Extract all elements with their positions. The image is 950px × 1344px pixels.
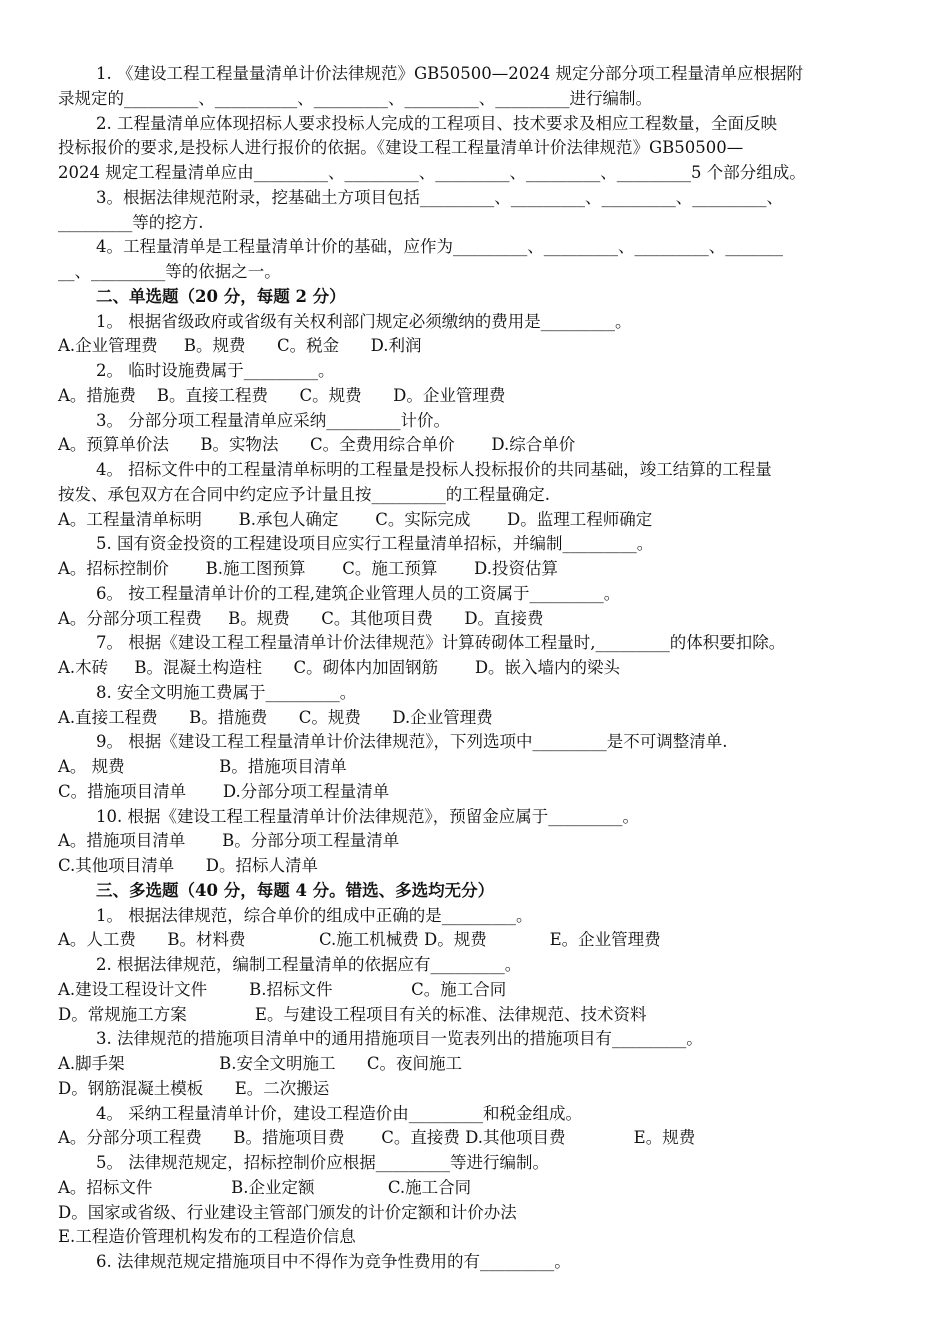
single-choice-line: 按发、承包双方在合同中约定应予计量且按_________的工程量确定. bbox=[58, 484, 550, 504]
multiple-choice-heading: 三、多选题（40 分，每题 4 分。错选、多选均无分） bbox=[96, 880, 495, 900]
multiple-choice-line: A。人工费 B。材料费 C.施工机械费 D。规费 E。企业管理费 bbox=[58, 930, 661, 950]
single-choice-line: 10. 根据《建设工程工程量清单计价法律规范》，预留金应属于_________。 bbox=[96, 806, 639, 826]
single-choice-line: A。工程量清单标明 B.承包人确定 C。实际完成 D。监理工程师确定 bbox=[58, 509, 653, 529]
fill-in-q4-line2: __、_________等的依据之一。 bbox=[58, 262, 281, 281]
single-choice-line: C.其他项目清单 D。招标人清单 bbox=[58, 856, 318, 875]
single-choice-line: A.直接工程费 B。措施费 C。规费 D.企业管理费 bbox=[58, 707, 493, 727]
multiple-choice-line: D。钢筋混凝土模板 E。二次搬运 bbox=[58, 1078, 330, 1098]
fill-in-q1-line2: 录规定的_________、__________、_________、_________、_________进行编制。 bbox=[58, 88, 652, 108]
multiple-choice-line: 2. 根据法律规范，编制工程量清单的依据应有_________。 bbox=[96, 955, 522, 974]
single-choice-line: A.木砖 B。混凝土构造柱 C。砌体内加固钢筋 D。嵌入墙内的梁头 bbox=[58, 658, 621, 677]
single-choice-line: A。 规费 B。措施项目清单 bbox=[58, 757, 347, 776]
single-choice-line: A。预算单价法 B。实物法 C。全费用综合单价 D.综合单价 bbox=[58, 435, 576, 455]
multiple-choice-line: A.建设工程设计文件 B.招标文件 C。施工合同 bbox=[58, 979, 507, 999]
multiple-choice-line: D。常规施工方案 E。与建设工程项目有关的标准、法律规范、技术资料 bbox=[58, 1004, 647, 1024]
multiple-choice-line: 5。 法律规范规定，招标控制价应根据_________等进行编制。 bbox=[96, 1153, 549, 1172]
multiple-choice-questions bbox=[58, 904, 896, 1275]
multiple-choice-line: 1。 根据法律规范，综合单价的组成中正确的是_________。 bbox=[96, 905, 533, 925]
single-choice-line: A。措施费 B。直接工程费 C。规费 D。企业管理费 bbox=[58, 385, 506, 405]
fill-in-q2-line2: 投标报价的要求,是投标人进行报价的依据。《建设工程工程量清单计价法律规范》GB50500— bbox=[58, 138, 744, 158]
single-choice-heading: 二、单选题（20 分，每题 2 分） bbox=[96, 286, 346, 306]
single-choice-line: A.企业管理费 B。规费 C。税金 D.利润 bbox=[58, 336, 422, 356]
single-choice-line: 5. 国有资金投资的工程建设项目应实行工程量清单招标，并编制_________。 bbox=[96, 534, 654, 554]
fill-in-q3-line1: 3。根据法律规范附录，挖基础土方项目包括_________、_________、_________、_________、 bbox=[96, 187, 783, 207]
fill-in-q3-line2: _________等的挖方. bbox=[58, 212, 204, 232]
fill-in-q4-line1: 4。工程量清单是工程量清单计价的基础，应作为_________、_________、_________、_______ bbox=[96, 237, 783, 257]
multiple-choice-line: A.脚手架 B.安全文明施工 C。夜间施工 bbox=[58, 1054, 463, 1073]
single-choice-line: 3。 分部分项工程量清单应采纳_________计价。 bbox=[96, 410, 450, 430]
single-choice-line: 2。 临时设施费属于_________。 bbox=[96, 361, 335, 380]
single-choice-line: 6。 按工程量清单计价的工程,建筑企业管理人员的工资属于_________。 bbox=[96, 583, 621, 603]
fill-in-q2-line1: 2. 工程量清单应体现招标人要求投标人完成的工程项目、技术要求及相应工程数量，全面反映 bbox=[96, 113, 777, 133]
single-choice-questions bbox=[58, 310, 896, 879]
multiple-choice-line: D。国家或省级、行业建设主管部门颁发的计价定额和计价办法 bbox=[58, 1202, 517, 1222]
multiple-choice-line: A。分部分项工程费 B。措施项目费 C。直接费 D.其他项目费 E。规费 bbox=[58, 1128, 696, 1148]
single-choice-line: 1。 根据省级政府或省级有关权利部门规定必须缴纳的费用是_________。 bbox=[96, 311, 632, 331]
fill-in-q2-line3: 2024 规定工程量清单应由_________、_________、_________、_________、_________5 个部分组成。 bbox=[58, 163, 806, 182]
single-choice-line: 4。 招标文件中的工程量清单标明的工程量是投标人投标报价的共同基础，竣工结算的工程量 bbox=[96, 460, 772, 479]
single-choice-line: A。招标控制价 B.施工图预算 C。施工预算 D.投资估算 bbox=[58, 559, 558, 578]
single-choice-line: 7。 根据《建设工程工程量清单计价法律规范》计算砖砌体工程量时,_________的体积要扣除。 bbox=[96, 633, 786, 653]
multiple-choice-line: E.工程造价管理机构发布的工程造价信息 bbox=[58, 1227, 356, 1247]
single-choice-line: 8. 安全文明施工费属于_________。 bbox=[96, 682, 357, 702]
multiple-choice-line: 3. 法律规范的措施项目清单中的通用措施项目一览表列出的措施项目有_________。 bbox=[96, 1029, 703, 1049]
single-choice-line: A。分部分项工程费 B。规费 C。其他项目费 D。直接费 bbox=[58, 608, 544, 628]
single-choice-line: C。措施项目清单 D.分部分项工程量清单 bbox=[58, 781, 390, 801]
document-page bbox=[58, 62, 896, 1275]
multiple-choice-line: A。招标文件 B.企业定额 C.施工合同 bbox=[58, 1177, 472, 1197]
multiple-choice-line: 4。 采纳工程量清单计价，建设工程造价由_________和税金组成。 bbox=[96, 1103, 582, 1123]
single-choice-line: 9。 根据《建设工程工程量清单计价法律规范》，下列选项中_________是不可调整清单. bbox=[96, 732, 728, 752]
multiple-choice-line: 6. 法律规范规定措施项目中不得作为竞争性费用的有_________。 bbox=[96, 1252, 571, 1271]
single-choice-line: A。措施项目清单 B。分部分项工程量清单 bbox=[58, 831, 400, 851]
fill-in-q1-line1: 1. 《建设工程工程量量清单计价法律规范》GB50500—2024 规定分部分项工程量清单应根据附 bbox=[96, 64, 804, 83]
